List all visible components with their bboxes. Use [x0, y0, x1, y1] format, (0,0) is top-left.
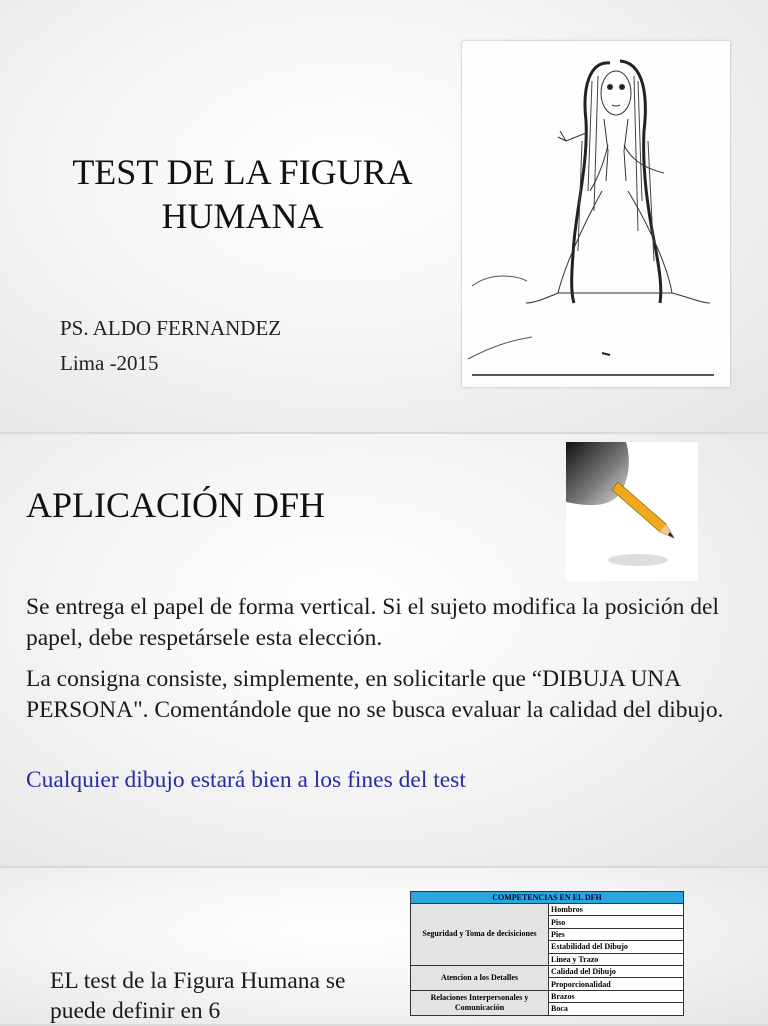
table-header: COMPETENCIAS EN EL DFH: [411, 892, 684, 904]
table-item: Linea y Trazo: [549, 953, 684, 965]
slide-title-heading: TEST DE LA FIGURA HUMANA: [72, 152, 413, 236]
table-category: Relaciones Interpersonales y Comunicación: [411, 990, 549, 1015]
human-figure-drawing: [462, 41, 730, 387]
table-item: Piso: [549, 916, 684, 928]
table-item: Brazos: [549, 990, 684, 1002]
instruction-draw-person: La consigna consiste, simplemente, en solicitarle que “DIBUJA UNA PERSONA". Comentándole que no se busca evaluar la calidad del dibujo.: [26, 666, 724, 723]
definition-text-content: EL test de la Figura Humana se puede definir en 6: [50, 968, 346, 1024]
competencies-table: [410, 891, 684, 1016]
table-item: Hombros: [549, 904, 684, 916]
table-item: Proporcionalidad: [549, 978, 684, 990]
application-title: APLICACIÓN DFH: [26, 485, 326, 525]
instruction-paper-orientation: Se entrega el papel de forma vertical. Si el sujeto modifica la posición del papel, debe respetársele esta elección.: [26, 594, 720, 651]
table-category: Atencion a los Detalles: [411, 965, 549, 990]
pencil-hand-image: [566, 442, 698, 581]
table-category: Seguridad y Toma de decisiciones: [411, 904, 549, 966]
slide-title: [0, 0, 768, 432]
instruction-any-drawing: Cualquier dibujo estará bien a los fines del test: [26, 767, 466, 793]
author-name: PS. ALDO FERNANDEZ: [60, 316, 282, 340]
table-item: Pies: [549, 928, 684, 940]
table-item: Boca: [549, 1003, 684, 1015]
table-item: Estabilidad del Dibujo: [549, 941, 684, 953]
place-date: Lima -2015: [60, 351, 159, 375]
definition-text: [50, 966, 360, 1026]
table-item: Calidad del Dibujo: [549, 965, 684, 977]
